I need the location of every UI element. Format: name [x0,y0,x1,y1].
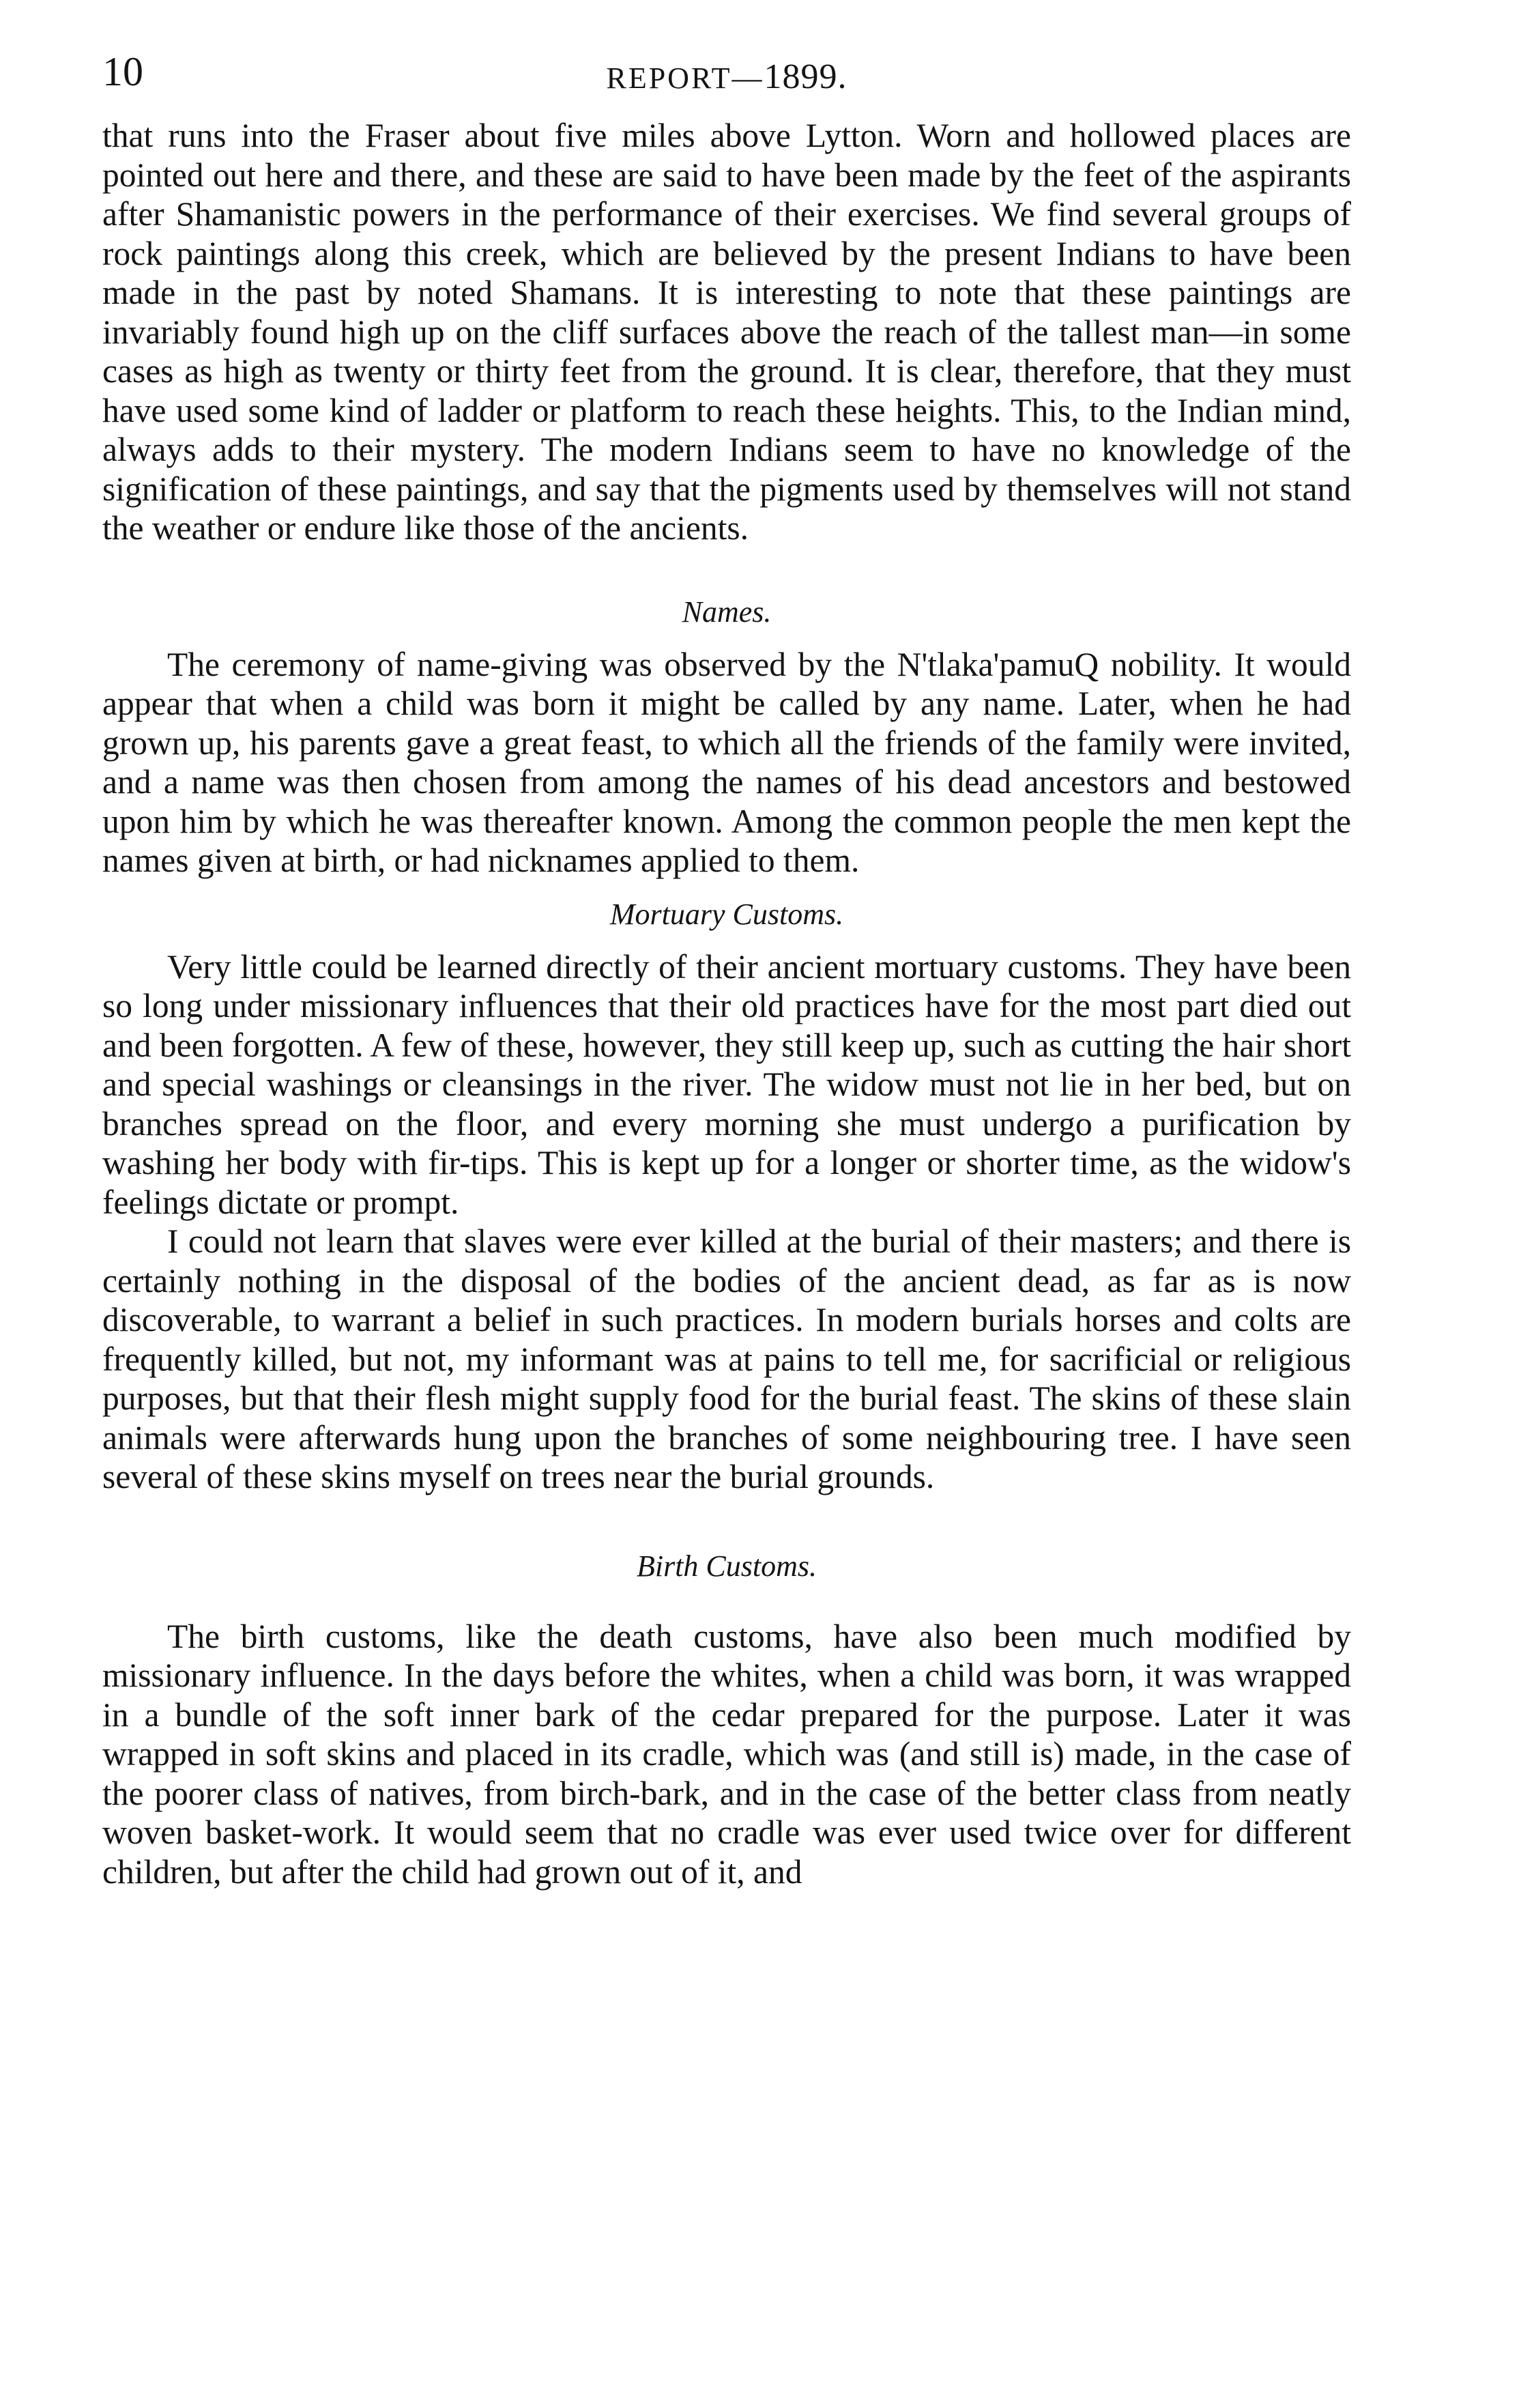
running-head [102,57,1351,97]
intro-paragraph: that runs into the Fraser about five miles above Lytton. Worn and hollowed places are pointed out here and there, and these are said to have been made by the feet of the aspirants after Shamanistic powers in the performance of their exercises. We find several groups of rock paintings along this creek, which are believed by the present Indians to have been made in the past by noted Shamans. It is interesting to note that these paintings are invariably found high up on the cliff surfaces above the reach of the tallest man—in some cases as high as twenty or thirty feet from the ground. It is clear, therefore, that they must have used some kind of ladder or platform to reach these heights. This, to the Indian mind, always adds to their mystery. The modern Indians seem to have no knowledge of the signification of these paintings, and say that the pigments used by themselves will not stand the weather or endure like those of the ancients. [102,117,1351,547]
section-heading-names: Names. [682,594,772,629]
mortuary-paragraph: I could not learn that slaves were ever killed at the burial of their masters; and there is certainly nothing in the disposal of the bodies of the ancient dead, as far as is now discoverable, to warrant a belief in such practices. In modern burials horses and colts are frequently killed, but not, my informant was at pains to tell me, for sacrificial or religious purposes, but that their flesh might supply food for the burial feast. The skins of these slain animals were afterwards hung upon the branches of some neighbouring tree. I have seen several of these skins myself on trees near the burial grounds. [102,1222,1351,1495]
mortuary-paragraph: Very little could be learned directly of their ancient mortuary customs. They have been so long under missionary influences that their old practices have for the most part died out and been forgotten. A few of these, however, they still keep up, such as cutting the hair short and special washings or cleansings in the river. The widow must not lie in her bed, but on branches spread on the floor, and every morning she must undergo a purification by washing her body with fir-tips. This is kept up for a longer or shorter time, as the widow's feelings dictate or prompt. [102,947,1351,1221]
names-paragraph: The ceremony of name-giving was observed by the N'tlaka'pamuQ nobility. It would appear that when a child was born it might be called by any name. Later, when he had grown up, his parents gave a great feast, to which all the friends of the family were invited, and a name was then chosen from among the names of his dead ancestors and bestowed upon him by which he was thereafter known. Among the common people the men kept the names given at birth, or had nicknames applied to them. [102,645,1351,879]
running-head-year: 1899. [764,57,848,96]
birth-paragraph: The birth customs, like the death customs, have also been much modified by missionary influence. In the days before the whites, when a child was born, it was wrapped in a bundle of the soft inner bark of the cedar prepared for the purpose. Later it was wrapped in soft skins and placed in its cradle, which was (and still is) made, in the case of the poorer class of natives, from birch-bark, and in the case of the better class from neatly woven basket-work. It would seem that no cradle was ever used twice over for different children, but after the child had grown out of it, and [102,1617,1351,1891]
page-number: 10 [102,49,143,94]
section-heading-birth-customs: Birth Customs. [636,1549,817,1583]
body-text [102,116,1351,1891]
running-head-report: REPORT— [606,61,764,95]
page-header [102,51,1351,116]
section-heading-mortuary-customs: Mortuary Customs. [609,897,844,931]
document-page [102,51,1351,1891]
